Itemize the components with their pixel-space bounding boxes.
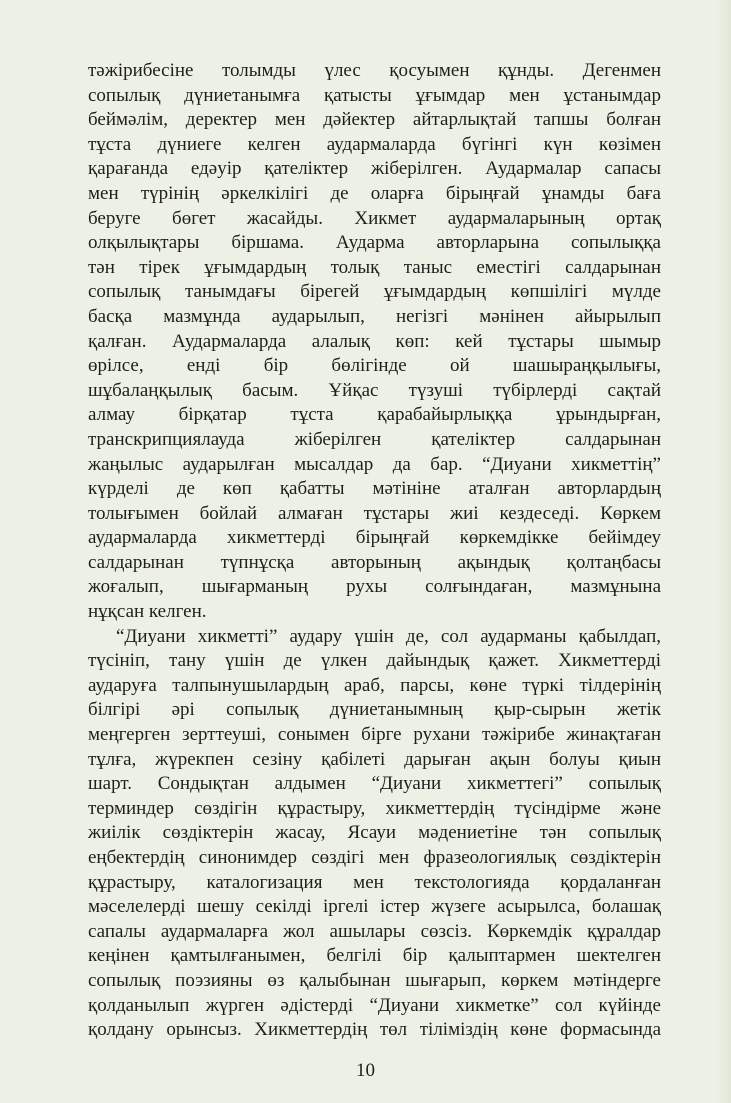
text-line: құрастыру, каталогизация мен текстологияда қордаланған <box>88 871 661 893</box>
text-line: меңгерген зерттеуші, сонымен бірге рухани тәжірибе жинақтаған <box>88 724 661 746</box>
text-line: транскрипциялауда жіберілген қателіктер салдарынан <box>88 428 661 450</box>
text-line: кеңінен қамтылғанымен, белгілі бір қалыптармен шектелген <box>88 945 661 967</box>
text-line: тұлға, жүрекпен сезіну қабілеті дарыған ақын болуы қиын <box>88 748 661 770</box>
text-line: терминдер сөздігін құрастыру, хикметтердің түсіндірме және <box>88 797 661 819</box>
text-line: қалған. Аудармаларда алалық көп: кей тұстары шымыр <box>88 330 661 352</box>
text-line: сопылық дүниетанымға қатысты ұғымдар мен ұстанымдар <box>88 84 661 106</box>
text-line: нұқсан келген. <box>88 601 207 623</box>
text-line: еңбектердің синонимдер сөздігі мен фразеологиялық сөздіктерін <box>88 847 661 868</box>
text-line: шұбалаңқылық басым. Ұйқас түзуші түбірлерді сақтай <box>88 379 661 401</box>
body-text <box>88 59 661 1043</box>
text-line: аудармаларда хикметтерді бірыңғай көркемдікке бейімдеу <box>88 527 661 549</box>
text-line: мәселелерді шешу секілді іргелі істер жүзеге асырылса, болашақ <box>88 896 661 918</box>
text-line: білгірі әрі сопылық дүниетанымның қыр-сырын жетік <box>88 699 661 721</box>
text-line: салдарынан түпнұсқа авторының ақындық қолтаңбасы <box>88 551 661 573</box>
text-line: басқа мазмұнда аударылып, негізгі мәнінен айырылып <box>88 305 661 327</box>
text-line: сопылық поэзияны өз қалыбынан шығарып, көркем мәтіндерге <box>88 969 661 991</box>
page-edge-shadow <box>717 0 731 1103</box>
text-line: тән тірек ұғымдардың толық таныс еместігі салдарынан <box>88 256 661 278</box>
text-line: тәжірибесіне толымды үлес қосуымен құнды. Дегенмен <box>88 60 661 81</box>
text-line: аударуға талпынушылардың араб, парсы, көне түркі тілдерінің <box>88 674 661 696</box>
text-line: жаңылыс аударылған мысалдар да бар. “Диуани хикметтің” <box>88 453 661 475</box>
text-line: күрделі де көп қабатты мәтініне аталған авторлардың <box>88 478 661 500</box>
text-line: өрілсе, енді бір бөлігінде ой шашыраңқылығы, <box>88 355 661 377</box>
text-line: сапалы аудармаларға жол ашылары сөзсіз. Көркемдік құралдар <box>88 920 661 942</box>
text-line: мен түрінің әркелкілігі де оларға бірыңғай ұнамды баға <box>88 182 661 204</box>
text-line: қолдану орынсыз. Хикметтердің төл тіліміздің көне формасында <box>88 1019 661 1041</box>
text-line: жоғалып, шығарманың рухы солғындаған, мазмұнына <box>88 576 661 598</box>
text-line: “Диуани хикметті” аудару үшін де, сол аударманы қабылдап, <box>116 625 661 647</box>
text-line: беймәлім, деректер мен дәйектер айтарлықтай тапшы болған <box>88 109 661 131</box>
text-line: тұста дүниеге келген аудармаларда бүгінгі күн көзімен <box>88 133 661 155</box>
text-line: түсініп, тану үшін де үлкен дайындық қажет. Хикметтерді <box>88 650 661 672</box>
text-line: алмау бірқатар тұста қарабайырлыққа ұрындырған, <box>88 404 661 426</box>
text-line: беруге бөгет жасайды. Хикмет аудармаларының ортақ <box>88 207 661 229</box>
text-line: сопылық танымдағы бірегей ұғымдардың көпшілігі мүлде <box>88 281 661 303</box>
text-line: толығымен бойлай алмаған тұстары жиі кездеседі. Көркем <box>88 502 661 524</box>
text-line: қолданылып жүрген әдістерді “Диуани хикметке” сол күйінде <box>88 994 661 1016</box>
text-line: шарт. Сондықтан алдымен “Диуани хикметтегі” сопылық <box>88 773 661 795</box>
text-line: жиілік сөздіктерін жасау, Ясауи мәдениетіне тән сопылық <box>88 822 661 844</box>
text-line: қарағанда едәуір қателіктер жіберілген. Аудармалар сапасы <box>88 158 661 180</box>
text-line: олқылықтары біршама. Аударма авторларына сопылыққа <box>88 232 661 254</box>
page-number: 10 <box>356 1060 375 1081</box>
